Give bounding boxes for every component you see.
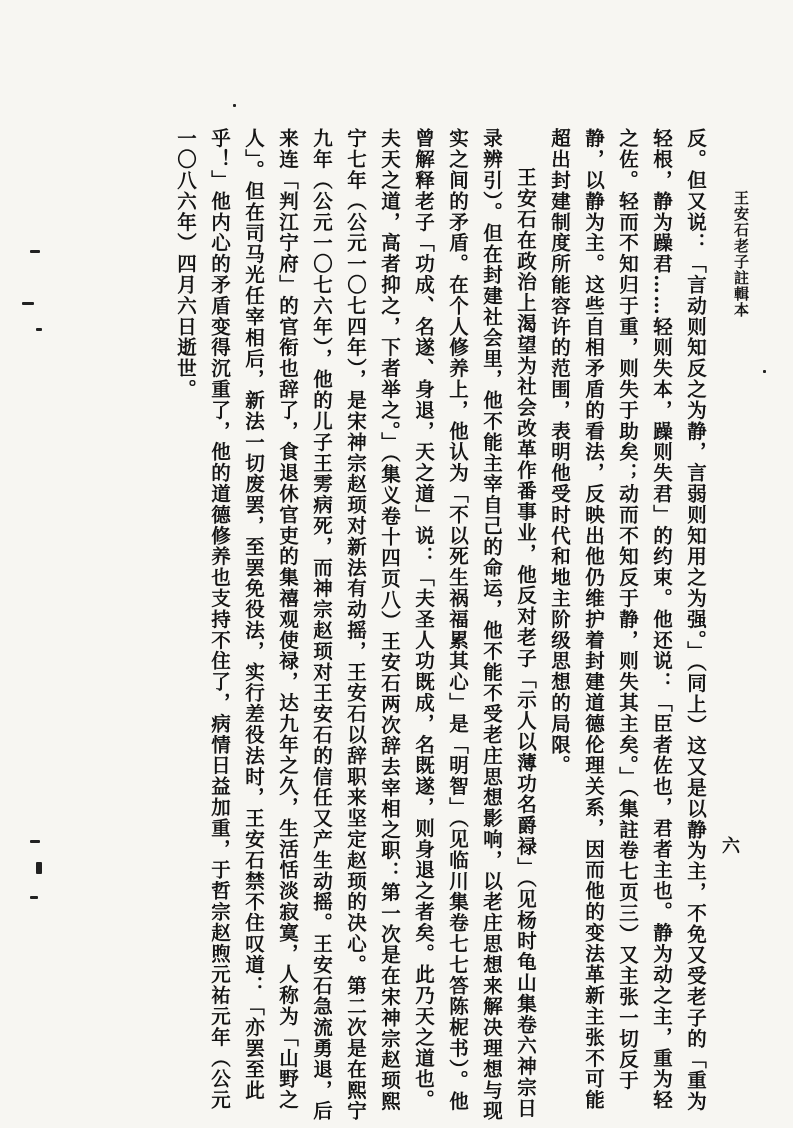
scan-speck (30, 896, 38, 899)
scan-speck (30, 840, 40, 843)
paragraph: 反。但又说：「言动则知反之为静，言弱则知用之为强。」（同上）这又是以静为主，不免又受老子的「重为轻根，静为躁君……轻则失本，躁则失君」的约束。他还说：「臣者佐也，君者主也。静为动之主，重为轻之佐。轻而不知归于重，则失于助矣；动而不知反于静，则失其主矣。」（集註卷七页三）又主张一切反于静，以静为主。这些自相矛盾的看法，反映出他仍维护着封建道德伦理关系，因而他的变法革新主张不可能超出封建制度所能容许的范围，表明他受时代和地主阶级思想的局限。 (548, 128, 707, 1112)
scan-speck (36, 328, 42, 331)
scan-speck (36, 862, 42, 874)
paragraph: 王安石在政治上渴望为社会改革作番事业，他反对老子「示人以薄功名爵禄」（见杨时龟山集卷六神宗日录辨引）。但在封建社会里，他不能主宰自己的命运，他不能不受老庄思想影响，以老庄思想来解决理想与现实之间的矛盾。在个人修养上，他认为「不以死生祸福累其心」是「明智」（见临川集卷七七答陈柅书）。他曾解释老子「功成、名遂、身退，天之道」说：「夫圣人功既成，名既遂，则身退之者矣。此乃天之道也。夫天之道，高者抑之，下者举之。」（集义卷十四页八）王安石两次辞去宰相之职：第一次是在宋神宗赵顼熙宁七年（公元一〇七四年），是宋神宗赵顼对新法有动摇，王安石以辞职来坚定赵顼的决心。第二次是在熙宁九年（公元一〇七六年），他的儿子王雱病死，而神宗赵顼对王安石的信任又产生动摇。王安石急流勇退，后来连「判江宁府」的官衔也辞了，食退休官吏的集禧观使禄，达九年之久，生活恬淡寂寞，人称为「山野之人」。但在司马光任宰相后，新法一切废罢，至罢免役法，实行差役法时，王安石禁不住叹道：「亦罢至此乎！」他内心的矛盾变得沉重了，他的道德修养也支持不住了，病情日益加重，于哲宗赵煦元祐元年（公元一〇八六年）四月六日逝世。 (174, 128, 537, 1122)
page-number: 六 (722, 836, 740, 857)
body-text (128, 128, 712, 1128)
running-title: 王安石老子註輯本 (732, 190, 750, 318)
scan-speck (22, 302, 34, 305)
scan-speck (30, 250, 40, 253)
scan-speck (233, 104, 236, 107)
scan-speck (763, 370, 766, 373)
